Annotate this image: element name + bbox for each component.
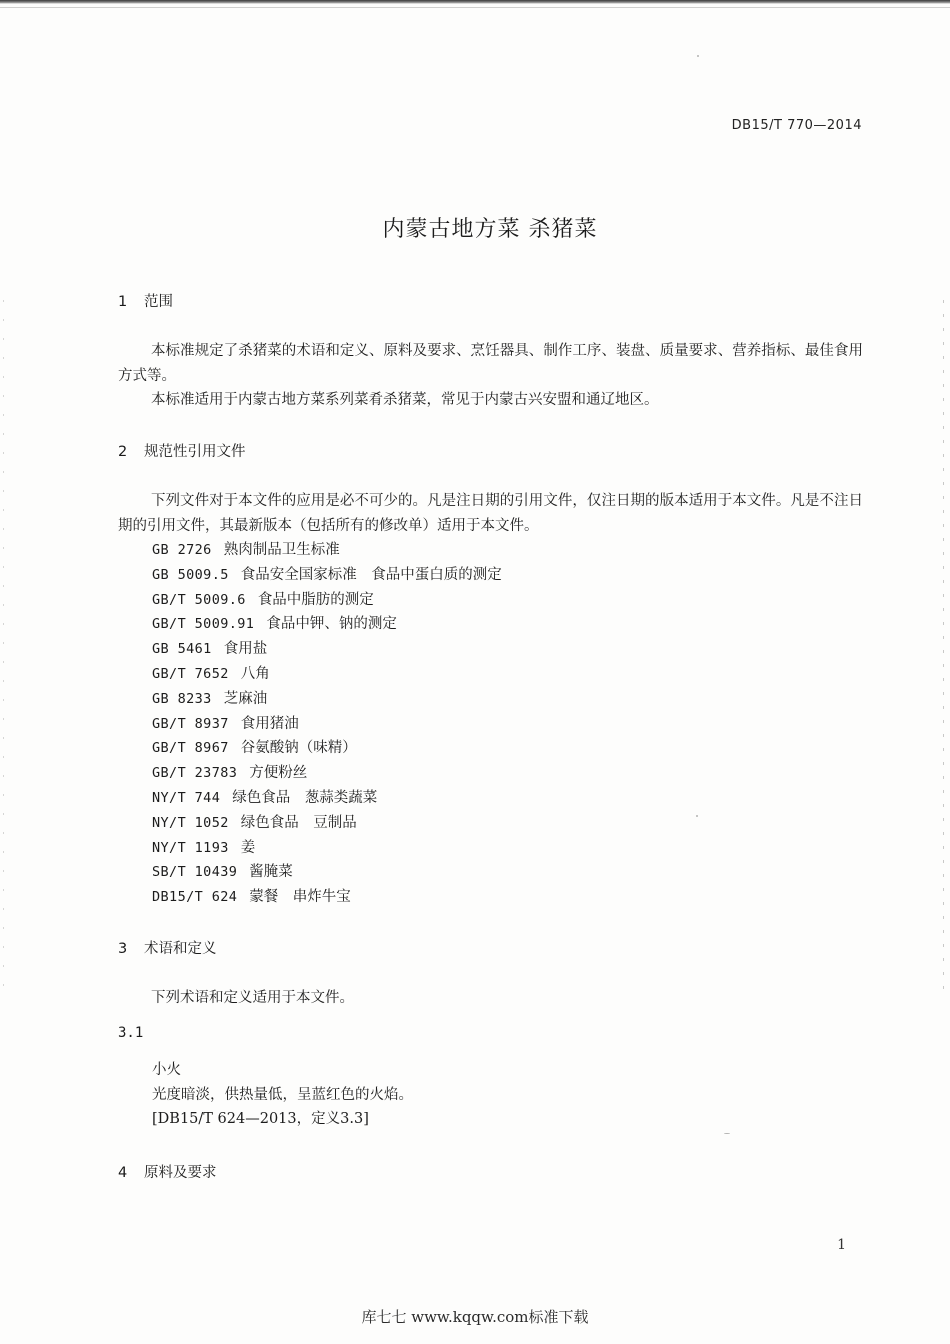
scan-speck	[724, 1133, 730, 1134]
scan-edge-top	[0, 0, 950, 4]
references-intro-paragraph: 下列文件对于本文件的应用是必不可少的。凡是注日期的引用文件，仅注日期的版本适用于本文件。凡是不注日期的引用文件，其最新版本（包括所有的修改单）适用于本文件。	[118, 493, 863, 534]
scan-edge-left	[3, 300, 4, 1000]
reference-title: 食品中脂肪的测定	[257, 591, 374, 608]
reference-code: SB/T 10439	[152, 864, 238, 881]
reference-code: GB/T 7652	[152, 665, 229, 682]
scan-edge-right	[943, 300, 944, 1000]
reference-code: GB/T 5009.91	[152, 616, 255, 633]
reference-title: 食用猪油	[240, 715, 299, 732]
reference-item	[152, 637, 502, 662]
reference-item	[152, 885, 502, 910]
reference-item	[152, 836, 502, 861]
reference-title: 蒙餐 串炸牛宝	[249, 889, 351, 906]
reference-code: GB 2726	[152, 542, 212, 558]
reference-title: 食品安全国家标准 食品中蛋白质的测定	[240, 566, 502, 583]
reference-title: 八角	[240, 665, 270, 682]
watermark-text: 库七七 www.kqqw.com标准下载	[361, 1308, 589, 1326]
reference-title: 姜	[240, 839, 256, 856]
scan-speck	[696, 815, 698, 817]
section-number: 2	[118, 444, 128, 460]
reference-item	[152, 786, 502, 811]
reference-code: GB/T 23783	[152, 765, 238, 782]
reference-code: GB 8233	[152, 690, 212, 707]
section-title: 术语和定义	[144, 941, 217, 957]
reference-item	[152, 687, 502, 712]
term-number: 3.1	[118, 1025, 144, 1041]
section-title: 原料及要求	[144, 1165, 217, 1181]
reference-code: NY/T 1052	[152, 814, 229, 831]
section-number: 3	[118, 941, 128, 957]
reference-item	[152, 761, 502, 786]
reference-code: NY/T 744	[152, 789, 221, 806]
page-number: 1	[837, 1237, 846, 1253]
reference-code: GB 5009.5	[152, 566, 229, 583]
reference-item	[152, 811, 502, 836]
scan-edge-line	[0, 7, 950, 8]
scope-paragraph-2: 本标准适用于内蒙古地方菜系列菜肴杀猪菜，常见于内蒙古兴安盟和通辽地区。	[151, 392, 659, 408]
reference-code: GB/T 8937	[152, 715, 229, 732]
reference-title: 芝麻油	[223, 690, 268, 707]
reference-item	[152, 563, 502, 588]
terms-intro-paragraph: 下列术语和定义适用于本文件。	[151, 990, 354, 1006]
normative-reference-list	[152, 538, 502, 910]
scope-paragraph-1: 本标准规定了杀猪菜的术语和定义、原料及要求、烹饪器具、制作工序、装盘、质量要求、营养指标、最佳食用方式等。	[118, 343, 863, 384]
scan-speck	[697, 55, 699, 57]
reference-title: 绿色食品 豆制品	[240, 814, 357, 831]
reference-item	[152, 612, 502, 637]
reference-item	[152, 860, 502, 885]
reference-title: 食用盐	[223, 641, 268, 658]
section-4-heading	[118, 1161, 217, 1182]
reference-code: GB/T 8967	[152, 740, 229, 757]
reference-code: GB 5461	[152, 641, 212, 658]
section-number: 1	[118, 294, 128, 310]
reference-code: NY/T 1193	[152, 839, 229, 856]
term-definition: 光度暗淡，供热量低，呈蓝红色的火焰。	[152, 1086, 413, 1103]
reference-code: DB15/T 624	[152, 889, 238, 906]
reference-title: 熟肉制品卫生标准	[223, 542, 340, 558]
term-source: [DB15/T 624—2013，定义3.3]	[152, 1111, 369, 1127]
section-2-heading	[118, 440, 246, 461]
section-title: 规范性引用文件	[144, 444, 246, 460]
reference-title: 酱腌菜	[249, 864, 293, 881]
reference-code: GB/T 5009.6	[152, 591, 246, 608]
section-3-heading	[118, 937, 217, 958]
reference-item	[152, 538, 502, 563]
reference-title: 绿色食品 葱蒜类蔬菜	[232, 789, 378, 806]
section-number: 4	[118, 1165, 128, 1181]
term-name: 小火	[152, 1062, 181, 1078]
document-title: 内蒙古地方菜 杀猪菜	[382, 217, 598, 242]
reference-item	[152, 662, 502, 687]
reference-title: 方便粉丝	[249, 765, 308, 782]
reference-item	[152, 736, 502, 761]
document-code: DB15/T 770—2014	[731, 118, 862, 133]
section-1-heading	[118, 290, 173, 311]
term-entry	[152, 1058, 413, 1132]
reference-title: 谷氨酸钠（味精）	[240, 740, 357, 757]
reference-item	[152, 588, 502, 613]
reference-title: 食品中钾、钠的测定	[266, 616, 397, 633]
section-title: 范围	[144, 294, 173, 310]
reference-item	[152, 712, 502, 737]
